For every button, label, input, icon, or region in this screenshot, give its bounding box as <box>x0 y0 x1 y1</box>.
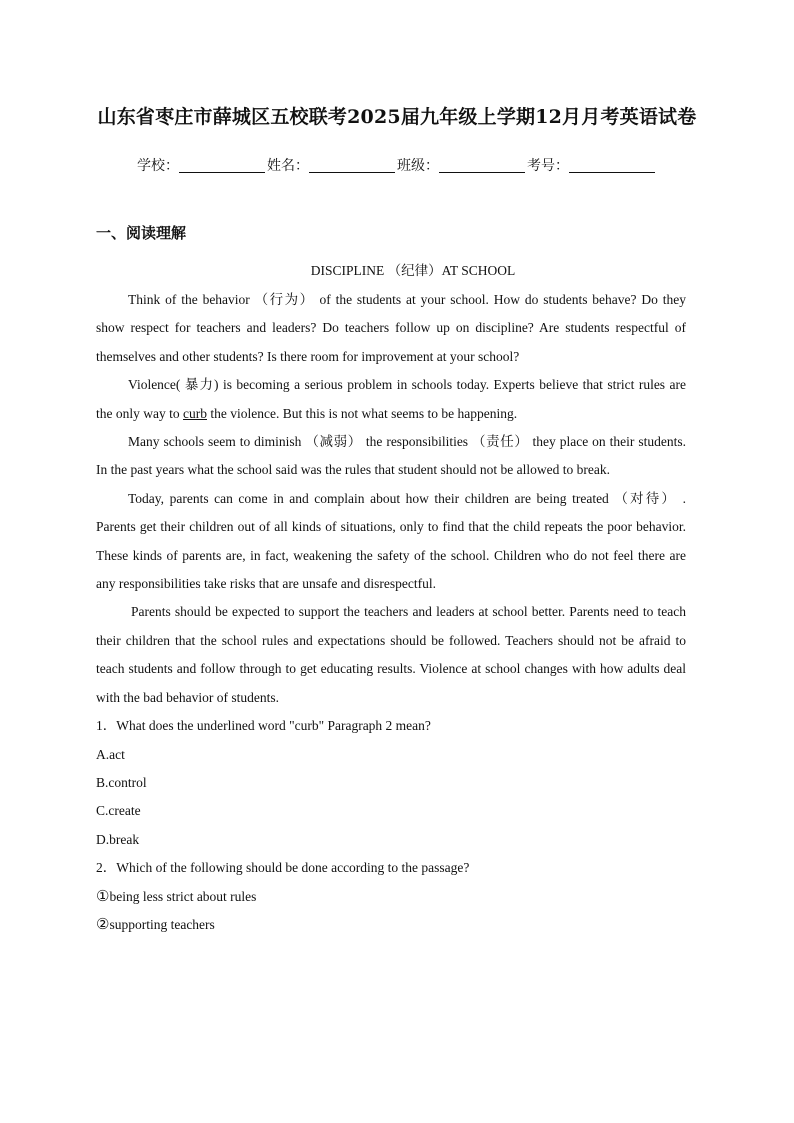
name-field <box>267 155 397 175</box>
circled-one-marker: ① <box>96 888 110 905</box>
paragraph-3: Many schools seem to diminish （减弱） the responsibilities （责任） they place on their students. In the past years what the school said was the rules that student should not be allowed to break. <box>96 434 686 478</box>
class-field <box>397 155 527 175</box>
question-1-text: What does the underlined word "curb" Paragraph 2 mean? <box>116 718 431 734</box>
question-2-option-1[interactable] <box>96 883 686 911</box>
question-2-number: 2． <box>96 860 117 876</box>
question-2-option-2-text: supporting teachers <box>109 916 215 932</box>
question-1 <box>96 712 686 740</box>
circled-two-marker: ② <box>96 916 110 933</box>
paragraph-4: Today, parents can come in and complain about how their children are being treated （对待） . Parents get their children out of all kinds of situations, only to find that the child repeats the poor behavior. These kinds of parents are, in fact, weakening the safety of the school. Children who do not feel there are any responsibilities take risks that are unsafe and disrespectful. <box>96 490 686 592</box>
question-1-option-c[interactable]: C.create <box>96 803 141 819</box>
paragraph-2-end: the violence. But this is not what seems to be happening. <box>207 405 518 421</box>
class-blank[interactable] <box>439 158 525 173</box>
underlined-word-curb: curb <box>183 405 207 421</box>
school-blank[interactable] <box>179 158 265 173</box>
question-2-option-2[interactable] <box>96 911 686 939</box>
exam-title: 山东省枣庄市薛城区五校联考2025届九年级上学期12月月考英语试卷 <box>97 106 697 128</box>
exam-number-label: 考号： <box>527 158 569 174</box>
school-field <box>137 155 267 175</box>
student-info-row <box>0 155 794 175</box>
question-1-number: 1． <box>96 718 117 734</box>
paragraph-2 <box>96 371 686 428</box>
question-2 <box>96 854 686 882</box>
section-heading: 一、阅读理解 <box>96 224 187 242</box>
exam-number-field <box>527 155 657 175</box>
class-label: 班级： <box>397 158 439 174</box>
passage-body <box>96 286 686 939</box>
question-1-option-a[interactable]: A.act <box>96 746 125 762</box>
school-label: 学校： <box>137 158 179 174</box>
passage-title: DISCIPLINE （纪律）AT SCHOOL <box>310 263 516 278</box>
paragraph-2-start: Violence( 暴力) is becoming a serious problem in schools today. Experts believe that strict rules are the only way to <box>96 377 686 421</box>
question-1-option-d[interactable]: D.break <box>96 831 140 847</box>
question-2-option-1-text: being less strict about rules <box>109 888 257 904</box>
question-2-text: Which of the following should be done according to the passage? <box>116 860 470 876</box>
paragraph-5: Parents should be expected to support the teachers and leaders at school better. Parents need to teach their children that the school rules and expectations should be followed. Teachers should not be afraid to teach students and follow through to get educating results. Violence at school changes with how adults deal with the bad behavior of students. <box>96 604 686 705</box>
question-1-option-b[interactable]: B.control <box>96 774 147 790</box>
exam-number-blank[interactable] <box>569 158 655 173</box>
paragraph-1: Think of the behavior （行为） of the students at your school. How do students behave? Do they show respect for teachers and leaders? Do teachers follow up on discipline? Are students respectful of themselves and other students? Is there room for improvement at your school? <box>96 292 686 364</box>
name-blank[interactable] <box>309 158 395 173</box>
name-label: 姓名： <box>267 158 309 174</box>
